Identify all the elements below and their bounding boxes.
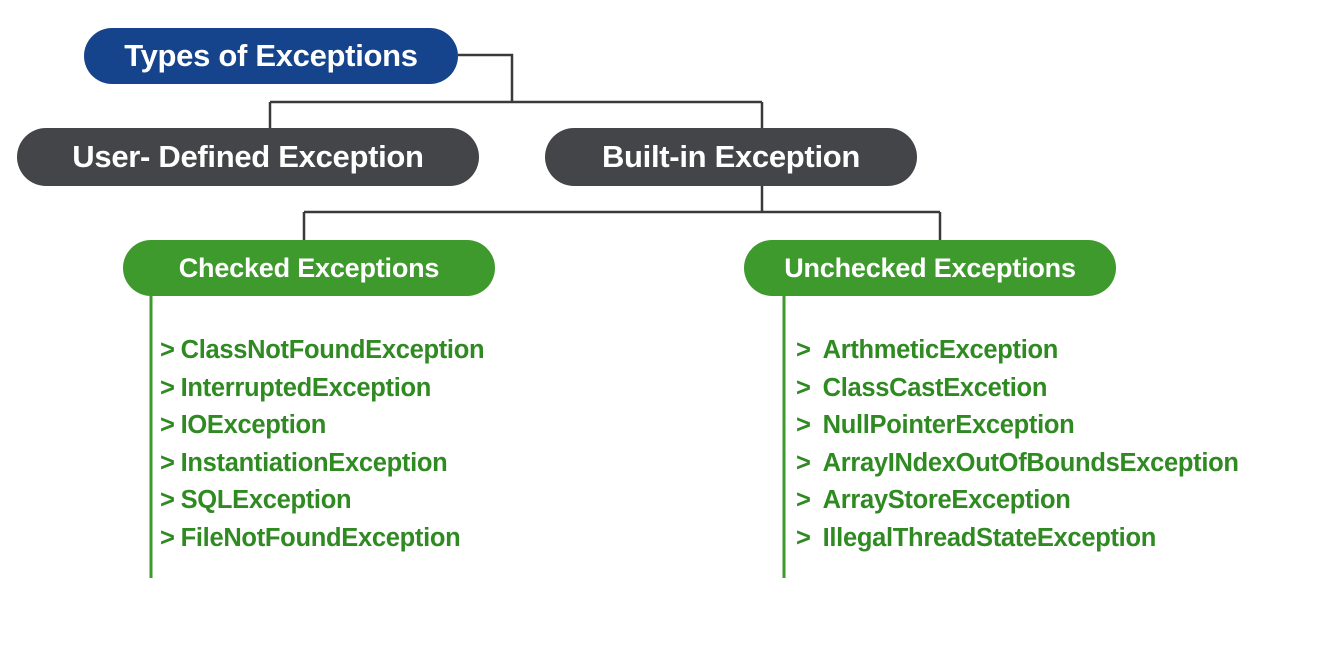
list-item-label: ArrayStoreException bbox=[822, 486, 1071, 514]
list-item-label: NullPointerException bbox=[822, 411, 1075, 439]
list-marker: > bbox=[160, 523, 175, 552]
list-item-label: ArthmeticException bbox=[822, 336, 1059, 364]
connector-root-out bbox=[458, 55, 512, 102]
node-built-in-exception: Built-in Exception bbox=[545, 128, 917, 186]
list-item-label: IllegalThreadStateException bbox=[822, 523, 1157, 552]
node-unchecked-exceptions: Unchecked Exceptions bbox=[744, 240, 1116, 296]
list-item bbox=[160, 520, 484, 558]
list-item bbox=[160, 370, 484, 408]
list-item bbox=[160, 482, 484, 520]
list-marker: > bbox=[796, 448, 811, 477]
list-marker: > bbox=[160, 336, 175, 364]
list-marker: > bbox=[796, 411, 811, 439]
list-marker: > bbox=[796, 373, 811, 402]
list-item-label: InstantiationException bbox=[180, 448, 448, 477]
list-item-label: ArrayINdexOutOfBoundsException bbox=[822, 448, 1239, 477]
list-marker: > bbox=[160, 486, 175, 514]
list-item-label: IOException bbox=[180, 411, 327, 439]
list-item bbox=[796, 445, 1239, 483]
list-marker: > bbox=[796, 523, 811, 552]
list-marker: > bbox=[796, 336, 811, 364]
unchecked-exceptions-list bbox=[796, 332, 1239, 557]
node-user-defined-exception: User- Defined Exception bbox=[17, 128, 479, 186]
list-marker: > bbox=[160, 373, 175, 402]
list-marker: > bbox=[160, 411, 175, 439]
list-item bbox=[796, 332, 1239, 370]
list-item-label: SQLException bbox=[180, 486, 352, 514]
list-item bbox=[160, 407, 484, 445]
list-marker: > bbox=[160, 448, 175, 477]
list-item bbox=[796, 407, 1239, 445]
list-item-label: ClassCastExcetion bbox=[822, 373, 1048, 402]
list-item-label: ClassNotFoundException bbox=[180, 336, 485, 364]
root-node-types-of-exceptions: Types of Exceptions bbox=[84, 28, 458, 84]
list-item bbox=[160, 445, 484, 483]
node-checked-exceptions: Checked Exceptions bbox=[123, 240, 495, 296]
list-item-label: InterruptedException bbox=[180, 373, 432, 402]
list-item-label: FileNotFoundException bbox=[180, 523, 461, 552]
list-item bbox=[796, 520, 1239, 558]
list-marker: > bbox=[796, 486, 811, 514]
checked-exceptions-list bbox=[160, 332, 484, 557]
list-item bbox=[160, 332, 484, 370]
list-item bbox=[796, 370, 1239, 408]
list-item bbox=[796, 482, 1239, 520]
